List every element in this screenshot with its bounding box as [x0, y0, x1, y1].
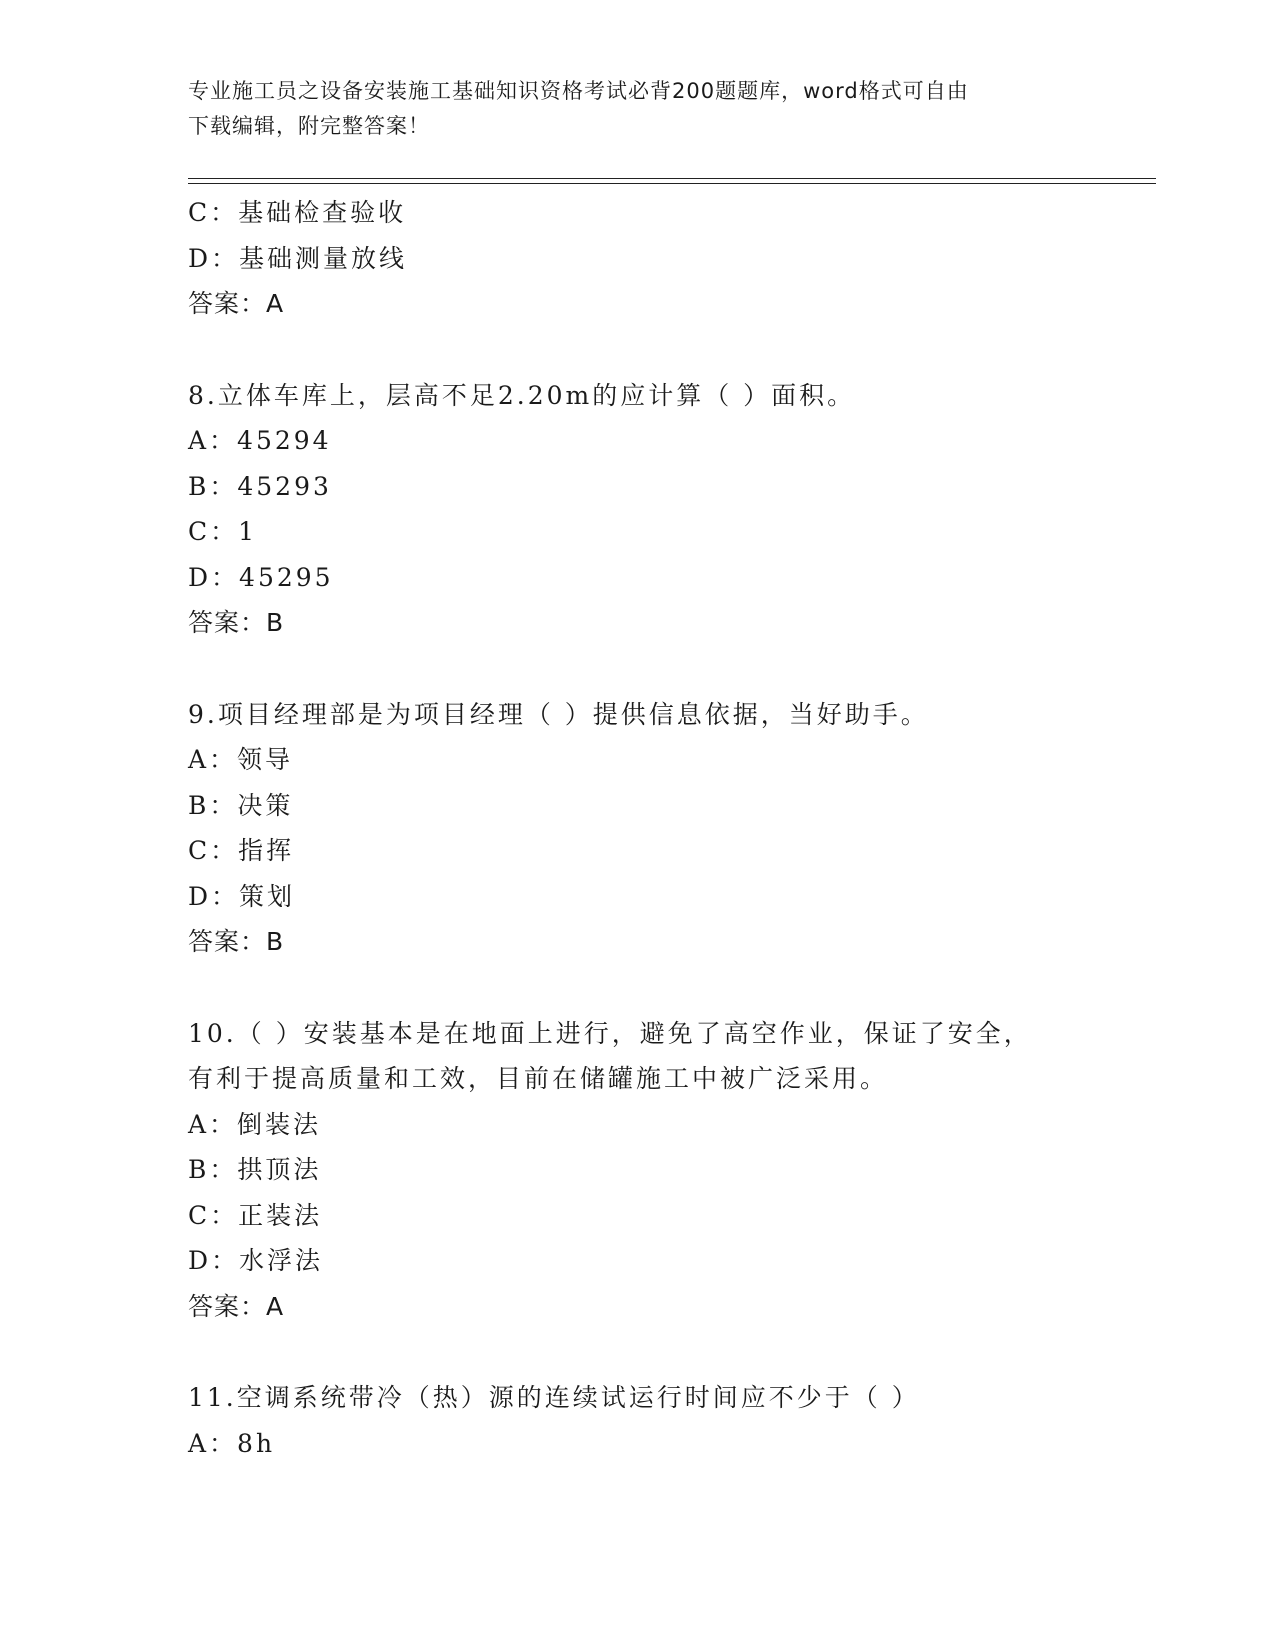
- question-stem: 11.空调系统带冷（热）源的连续试运行时间应不少于（ ）: [188, 1383, 920, 1412]
- option-d: D：45295: [188, 562, 334, 592]
- option-a: A：倒装法: [188, 1109, 322, 1139]
- question-9: [188, 692, 1088, 965]
- document-header: [188, 74, 1068, 144]
- question-10: [188, 1011, 1088, 1330]
- question-list: [188, 190, 1088, 1466]
- option-b: B：决策: [188, 790, 294, 820]
- option-c: C：1: [188, 517, 258, 546]
- question-7-continued: [188, 190, 1088, 327]
- header-title-line-1: 专业施工员之设备安装施工基础知识资格考试必背200题题库，word格式可自由: [188, 79, 969, 103]
- question-stem: 8.立体车库上，层高不足2.20m的应计算（ ）面积。: [188, 380, 856, 410]
- answer-line: 答案：B: [188, 608, 285, 637]
- option-d: D：基础测量放线: [188, 243, 408, 273]
- option-d: D：策划: [188, 881, 296, 911]
- option-d: D：水浮法: [188, 1246, 324, 1275]
- question-stem: 9.项目经理部是为项目经理（ ）提供信息依据，当好助手。: [188, 699, 929, 729]
- option-a: A：8h: [188, 1428, 276, 1458]
- option-c: C：指挥: [188, 836, 295, 865]
- header-title-line-2: 下载编辑，附完整答案！: [188, 114, 430, 138]
- answer-line: 答案：A: [188, 1291, 285, 1321]
- option-c: C：基础检查验收: [188, 198, 407, 227]
- header-rule-bottom: [188, 183, 1156, 184]
- option-c: C：正装法: [188, 1200, 323, 1230]
- option-b: B：45293: [188, 471, 332, 501]
- header-rule-top: [188, 178, 1156, 179]
- question-stem-line-1: 10.（ ）安装基本是在地面上进行，避免了高空作业，保证了安全，: [188, 1018, 1032, 1048]
- answer-line: 答案：B: [188, 927, 285, 956]
- question-stem-line-2: 有利于提高质量和工效，目前在储罐施工中被广泛采用。: [188, 1064, 889, 1093]
- question-11: [188, 1375, 1088, 1466]
- question-8: [188, 373, 1088, 646]
- option-a: A：领导: [188, 745, 294, 774]
- option-a: A：45294: [188, 426, 332, 455]
- option-b: B：拱顶法: [188, 1155, 322, 1184]
- answer-line: 答案：A: [188, 289, 285, 318]
